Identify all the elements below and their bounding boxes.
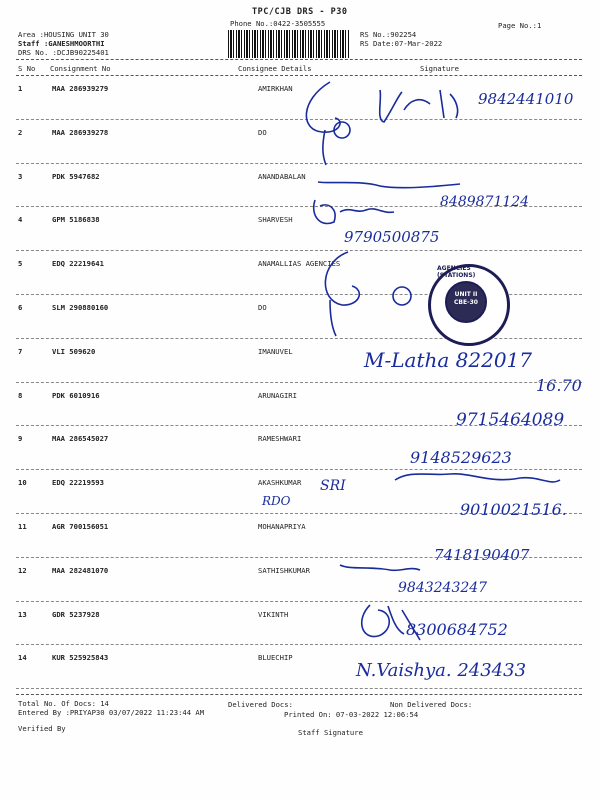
row-consignee: MOHANAPRIYA — [258, 522, 306, 531]
signature-phone-11: 7418190407 — [434, 546, 530, 564]
signature-phone-3: 9790500875 — [344, 228, 440, 246]
row-sno: 11 — [18, 522, 27, 531]
document-title: TPC/CJB DRS - P30 — [252, 7, 348, 17]
stamp-line-2: CBE-30 — [454, 299, 478, 306]
row-consignee: ARUNAGIRI — [258, 390, 297, 400]
row-consignee: ANAMALLIAS AGENCIES — [258, 259, 341, 269]
row-consignee: SHARVESH — [258, 215, 293, 225]
area-field: Area :HOUSING UNIT 30 — [18, 30, 109, 39]
row-sno: 8 — [18, 390, 23, 400]
row-consignee: RAMESHWARI — [258, 434, 302, 444]
row-consignment-no: GDR 5237928 — [52, 609, 100, 619]
phone-number: Phone No.:0422-3505555 — [230, 19, 326, 28]
signature-name-latha: M-Latha 822017 — [364, 348, 532, 372]
signature-rdo: RDO — [262, 494, 291, 508]
row-consignee: SATHISHKUMAR — [258, 565, 310, 575]
signature-phone-12: 9843243247 — [398, 580, 488, 596]
rs-number: RS No.:902254 — [360, 30, 417, 39]
row-consignment-no: EDQ 22219641 — [52, 259, 104, 269]
staff-signature-label: Staff Signature — [298, 728, 363, 737]
row-consignment-no: SLM 290880160 — [52, 303, 109, 312]
signature-phone-7: 9148529623 — [410, 448, 512, 467]
row-consignment-no: MAA 286545027 — [52, 434, 109, 444]
row-consignment-no: KUR 525925843 — [52, 653, 109, 663]
printed-on: Printed On: 07-03-2022 12:06:54 — [284, 710, 419, 719]
column-consignment: Consignment No — [50, 64, 111, 73]
verified-by: Verified By — [18, 724, 66, 733]
signature-phone-6: 9715464089 — [456, 410, 565, 430]
signature-time: 16.70 — [536, 376, 582, 395]
row-consignee: IMANUVEL — [258, 346, 293, 356]
row-consignment-no: PDK 5947682 — [52, 171, 100, 181]
row-sno: 3 — [18, 171, 23, 181]
row-consignee: DO — [258, 127, 267, 137]
rs-date: RS Date:07-Mar-2022 — [360, 39, 443, 48]
signature-name-vaishya: N.Vaishya. 243433 — [356, 660, 527, 681]
agency-stamp: AGENCIES (STATIONS) UNIT II CBE-30 — [428, 264, 510, 346]
row-sno: 12 — [18, 565, 27, 575]
row-sno: 4 — [18, 215, 23, 225]
drs-number: DRS No. :DCJB90225401 — [18, 48, 109, 57]
row-consignment-no: MAA 286939279 — [52, 84, 109, 93]
column-consignee: Consignee Details — [238, 64, 312, 73]
non-delivered-docs: Non Delivered Docs: — [390, 700, 473, 709]
total-docs: Total No. Of Docs: 14 — [18, 699, 109, 708]
page-number: Page No.:1 — [498, 21, 542, 30]
row-consignment-no: MAA 286939278 — [52, 127, 109, 137]
row-consignee: DO — [258, 303, 267, 312]
column-signature: Signature — [420, 64, 459, 73]
signature-phone-13: 8300684752 — [406, 620, 508, 639]
footer-divider — [16, 694, 582, 695]
row-sno: 6 — [18, 303, 23, 312]
row-sno: 13 — [18, 609, 27, 619]
row-consignee: ANANDABALAN — [258, 171, 306, 181]
row-consignment-no: MAA 282481070 — [52, 565, 109, 575]
row-sno: 7 — [18, 346, 23, 356]
signature-phone-1: 9842441010 — [478, 90, 574, 108]
signature-sri: SRI — [320, 478, 346, 494]
staff-field: Staff :GANESHMOORTHI — [18, 39, 105, 48]
row-sno: 2 — [18, 127, 23, 137]
row-sno: 10 — [18, 478, 27, 488]
row-sno: 14 — [18, 653, 27, 663]
signature-phone-10: 9010021516. — [460, 500, 567, 519]
signature-phone-2: 8489871124 — [440, 194, 530, 210]
row-consignment-no: EDQ 22219593 — [52, 478, 104, 488]
row-sno: 5 — [18, 259, 23, 269]
row-consignee: AKASHKUMAR — [258, 478, 302, 488]
row-consignee: VIKINTH — [258, 609, 289, 619]
row-sno: 9 — [18, 434, 23, 444]
row-consignment-no: PDK 6010916 — [52, 390, 100, 400]
row-consignee: AMIRKHAN — [258, 84, 293, 93]
entered-by: Entered By :PRIYAP30 03/07/2022 11:23:44 AM — [18, 708, 205, 717]
row-sno: 1 — [18, 84, 23, 93]
delivered-docs: Delivered Docs: — [228, 700, 293, 709]
row-consignment-no: GPM 5186838 — [52, 215, 100, 225]
row-consignee: BLUECHIP — [258, 653, 293, 663]
stamp-line-1: UNIT II — [454, 291, 478, 298]
row-consignment-no: AGR 700156051 — [52, 522, 109, 531]
column-sno: S No — [18, 64, 36, 73]
row-consignment-no: VLI 509620 — [52, 346, 96, 356]
